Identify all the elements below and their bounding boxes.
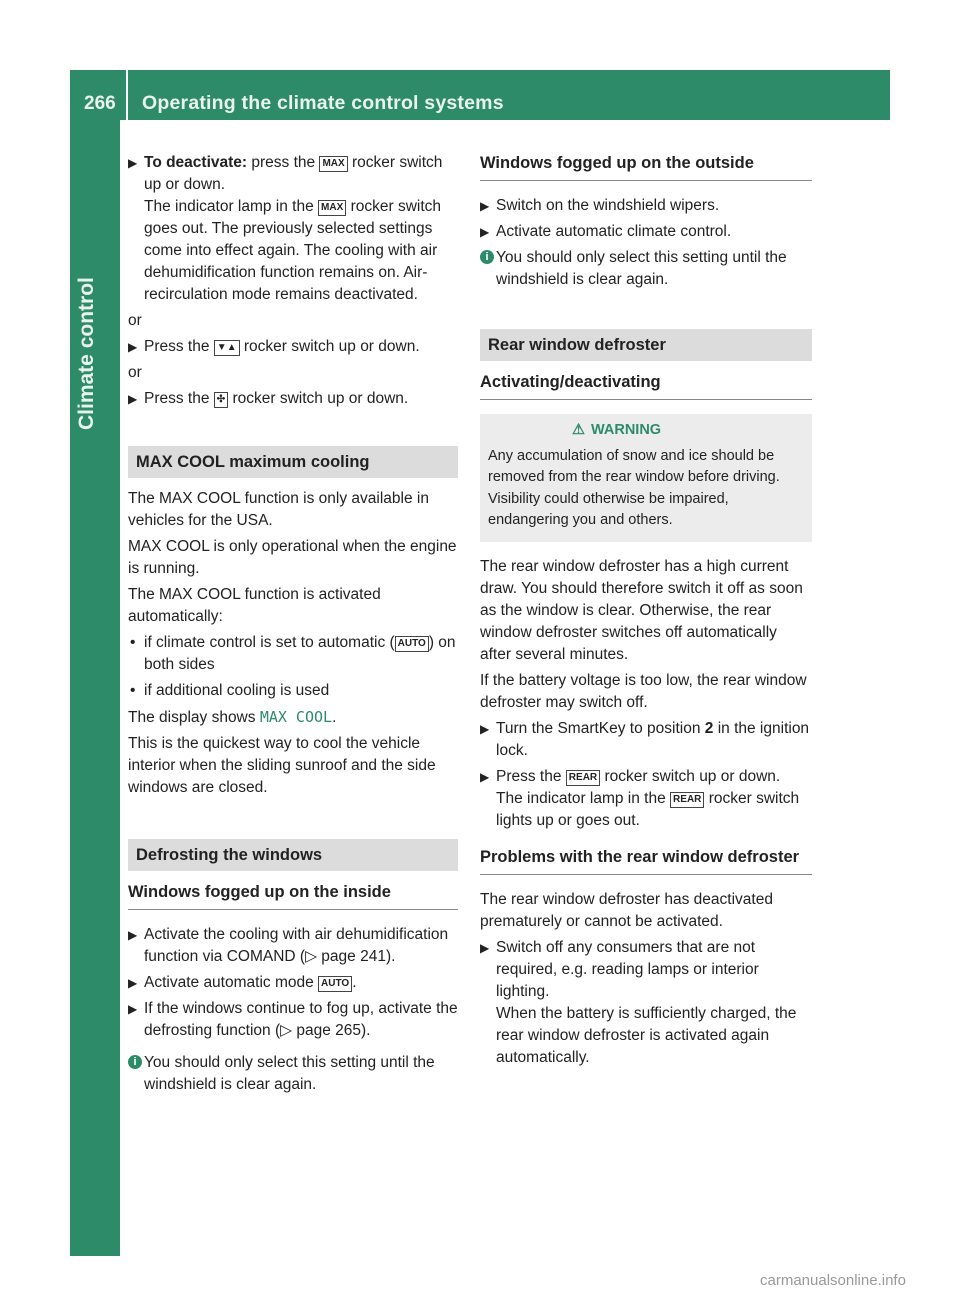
step-arrow-icon: ▶ — [480, 199, 490, 213]
rear-defroster-key-icon: REAR — [566, 770, 600, 786]
chapter-label: Climate control — [75, 277, 98, 430]
problems-p1: The rear window defroster has deactivated prematurely or cannot be activated. — [480, 890, 773, 930]
info-text: You should only select this setting until the windshield is clear again. — [496, 249, 787, 288]
or-text-1: or — [128, 312, 142, 329]
deactivate-label: To deactivate: — [144, 154, 248, 171]
maxcool-p1: The MAX COOL function is only available in vehicles for the USA. — [128, 490, 429, 529]
subsection-problems: Problems with the rear window defroster — [480, 846, 812, 875]
press-text: Press the — [144, 390, 210, 407]
chapter-sidebar — [70, 120, 120, 1256]
auto-key-icon: AUTO — [395, 636, 429, 652]
warning-title: WARNING — [591, 422, 662, 438]
step-item — [480, 937, 812, 1069]
list-item: • if climate control is set to automatic ( AUTO ) on both sides — [130, 634, 456, 673]
step-arrow-icon: ▶ — [480, 940, 490, 955]
display-text: The display shows — [128, 709, 260, 726]
rear-p2: If the battery voltage is too low, the rear window defroster may switch off. — [480, 671, 807, 711]
step-arrow-icon: ▶ — [480, 769, 490, 784]
bullet-text: ) on both sides — [144, 634, 456, 673]
step-arrow-icon: ▶ — [128, 1002, 138, 1016]
warning-text: Any accumulation of snow and ice should be removed from the rear window before driving. Visibility could otherwise be impaired, endangering you and others. — [488, 447, 780, 528]
info-icon: i — [480, 250, 494, 264]
step-arrow-icon: ▶ — [480, 721, 490, 736]
lamp-text: The indicator lamp in the — [144, 198, 314, 215]
bullet-text: if additional cooling is used — [144, 682, 330, 699]
subsection-outside: Windows fogged up on the outside — [480, 152, 812, 181]
rocker-text: rocker switch up or down. — [144, 154, 443, 193]
max-defrost-key-icon: MAX — [319, 156, 347, 172]
section-rear-defroster: Rear window defroster — [480, 329, 812, 361]
step-arrow-icon: ▶ — [128, 976, 138, 990]
warning-icon: ⚠ — [572, 422, 585, 438]
step-result-text: When the battery is sufficiently charged, the rear window defroster is activated again automatically. — [496, 1004, 797, 1066]
display-text-end: . — [332, 709, 337, 726]
right-column — [480, 152, 812, 1073]
step-press-fan — [128, 388, 458, 410]
step-text: Switch on the windshield wipers. — [496, 197, 720, 214]
page-ref-link[interactable]: page 241). — [317, 948, 396, 965]
display-readout: MAX COOL — [259, 708, 333, 726]
fan-key-icon: ✣ — [214, 392, 228, 408]
info-note — [480, 247, 812, 291]
step-text: Press the — [496, 767, 562, 785]
step-press-airflow — [128, 336, 458, 358]
step-item — [480, 718, 812, 762]
step-item — [128, 998, 458, 1042]
page-ref-link[interactable]: page 265). — [292, 1022, 371, 1039]
subsection-inside: Windows fogged up on the inside — [128, 881, 458, 910]
header-divider — [126, 70, 128, 120]
position-number: 2 — [704, 719, 714, 737]
step-arrow-icon: ▶ — [480, 225, 490, 239]
subsection-activating: Activating/deactivating — [480, 371, 812, 400]
step-text-end: . — [352, 974, 357, 991]
section-defrost: Defrosting the windows — [128, 839, 458, 871]
press-text: Press the — [144, 338, 210, 355]
maxcool-p2: MAX COOL is only operational when the engine is running. — [128, 538, 457, 577]
info-icon: i — [128, 1055, 142, 1069]
step-item — [480, 766, 812, 832]
step-deactivate — [128, 152, 458, 306]
deactivate-text: press the — [247, 154, 316, 171]
page-ref-arrow-icon: ▷ — [280, 1022, 293, 1039]
press-rest: rocker switch up or down. — [228, 390, 409, 407]
maxcool-p3: The MAX COOL function is activated automatically: — [128, 586, 381, 625]
page-title: Operating the climate control systems — [142, 92, 504, 114]
left-column — [128, 152, 458, 1100]
step-text: Turn the SmartKey to position — [496, 719, 705, 737]
lamp-rest-text: rocker switch goes out. The previously selected settings come into effect again. The cooling with air dehumidification function remains on. Air-recirculation mode remains deactivated. — [144, 198, 442, 303]
step-text: Switch off any consumers that are not required, e.g. reading lamps or interior lighting. — [496, 938, 759, 1000]
page-ref-arrow-icon: ▷ — [305, 948, 317, 965]
step-item — [480, 221, 812, 243]
warning-box — [480, 414, 812, 542]
info-text: You should only select this setting until the windshield is clear again. — [144, 1054, 435, 1093]
air-distribution-key-icon: ▼▲ — [214, 340, 240, 356]
bullet-text: if climate control is set to automatic ( — [144, 634, 395, 651]
maxcool-p4: This is the quickest way to cool the vehicle interior when the sliding sunroof and the side windows are closed. — [128, 735, 436, 796]
step-text: Activate automatic climate control. — [496, 223, 732, 240]
max-defrost-key-icon-2: MAX — [318, 200, 346, 216]
step-item — [128, 972, 458, 994]
step-text: Activate the cooling with air dehumidification function via COMAND ( — [144, 926, 449, 965]
step-text: The indicator lamp in the — [496, 789, 666, 807]
auto-key-icon: AUTO — [318, 976, 352, 992]
rear-p1: The rear window defroster has a high current draw. You should therefore switch it off as soon as the window is clear. Otherwise, the rear window defroster switches off automatically after several minutes. — [480, 557, 803, 663]
watermark: carmanualsonline.info — [760, 1272, 906, 1289]
step-arrow-icon: ▶ — [128, 928, 138, 942]
step-arrow-icon: ▶ — [128, 392, 138, 406]
step-text: rocker switch up or down. — [600, 767, 781, 785]
step-item — [128, 924, 458, 968]
maxcool-display — [128, 706, 458, 729]
step-arrow-icon: ▶ — [128, 156, 138, 170]
step-item — [480, 195, 812, 217]
step-arrow-icon: ▶ — [128, 340, 138, 354]
step-text: If the windows continue to fog up, activate the defrosting function ( — [144, 1000, 458, 1039]
step-text-end: in the ignition lock. — [496, 719, 810, 759]
page-header — [70, 70, 890, 120]
step-text-end: rocker switch lights up or goes out. — [496, 789, 800, 829]
info-note — [128, 1052, 458, 1096]
press-rest: rocker switch up or down. — [239, 338, 420, 355]
or-text-2: or — [128, 364, 142, 381]
page-number: 266 — [84, 93, 116, 114]
list-item: • if additional cooling is used — [128, 680, 458, 702]
section-maxcool: MAX COOL maximum cooling — [128, 446, 458, 478]
rear-defroster-key-icon-2: REAR — [670, 792, 704, 808]
step-text: Activate automatic mode — [144, 974, 319, 991]
